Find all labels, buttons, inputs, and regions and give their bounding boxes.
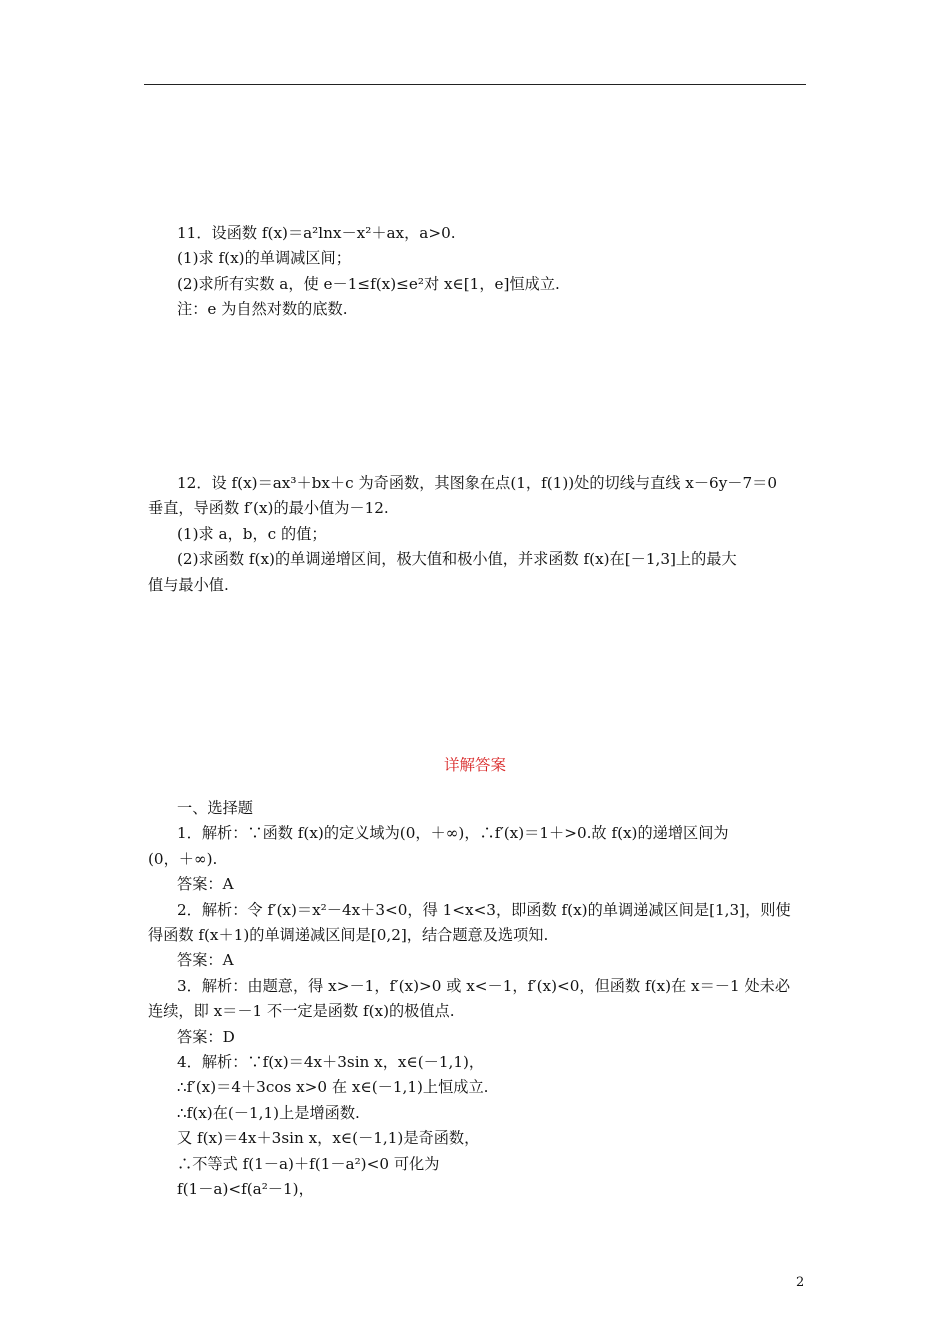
q12-line-2: 垂直，导函数 f′(x)的最小值为－12. (148, 499, 389, 518)
q11-line-3: (2)求所有实数 a，使 e－1≤f(x)≤e²对 x∈[1，e]恒成立. (177, 274, 560, 293)
answer-line: (0，＋∞). (148, 849, 218, 868)
answer-line: 连续，即 x＝－1 不一定是函数 f(x)的极值点. (148, 1002, 455, 1021)
answer-line: 得函数 f(x＋1)的单调递减区间是[0,2]，结合题意及选项知. (148, 926, 549, 945)
answer-line: 2．解析：令 f′(x)＝x²－4x＋3<0，得 1<x<3，即函数 f(x)的单调递减区间是[1,3]，则使 (177, 900, 791, 919)
answer-line: 4．解析：∵f(x)＝4x＋3sin x，x∈(－1,1)， (177, 1053, 485, 1072)
answer-line: ∴f(x)在(－1,1)上是增函数. (177, 1103, 360, 1122)
q12-line-3: (1)求 a，b，c 的值； (177, 524, 327, 543)
q11-line-1: 11．设函数 f(x)＝a²lnx－x²＋ax，a>0. (177, 224, 456, 242)
answers-title: 详解答案 (443, 756, 506, 774)
question-12 (148, 471, 808, 598)
header-rule (144, 84, 806, 85)
answer-line: 又 f(x)＝4x＋3sin x，x∈(－1,1)是奇函数， (177, 1129, 480, 1148)
q12-line-5: 值与最小值. (148, 575, 229, 594)
answer-line: 答案：A (177, 951, 234, 970)
question-11 (148, 221, 808, 323)
answer-line: ∴不等式 f(1－a)＋f(1－a²)<0 可化为 (177, 1154, 440, 1173)
q11-line-2: (1)求 f(x)的单调减区间； (177, 249, 351, 268)
answer-line: 答案：D (177, 1027, 235, 1046)
answer-line: f(1－a)<f(a²－1)， (177, 1180, 314, 1199)
answer-line: ∴f′(x)＝4＋3cos x>0 在 x∈(－1,1)上恒成立. (177, 1078, 489, 1097)
answer-line: 3．解析：由题意，得 x>－1，f′(x)>0 或 x<－1，f′(x)<0，但函数 f(x)在 x＝－1 处未必 (177, 976, 791, 995)
q11-line-4: 注：e 为自然对数的底数. (177, 300, 348, 319)
answer-line: 1．解析：∵函数 f(x)的定义域为(0，＋∞)，∴f′(x)＝1＋>0.故 f(x)的递增区间为 (177, 824, 729, 843)
q12-line-1: 12．设 f(x)＝ax³＋bx＋c 为奇函数，其图象在点(1，f(1))处的切线与直线 x－6y－7＝0 (177, 474, 778, 492)
answer-line: 一、选择题 (177, 799, 253, 817)
answers-section (148, 796, 808, 1203)
q12-line-4: (2)求函数 f(x)的单调递增区间，极大值和极小值，并求函数 f(x)在[－1,3]上的最大 (177, 550, 737, 569)
answer-line: 答案：A (177, 875, 234, 894)
page-number: 2 (796, 1275, 805, 1290)
